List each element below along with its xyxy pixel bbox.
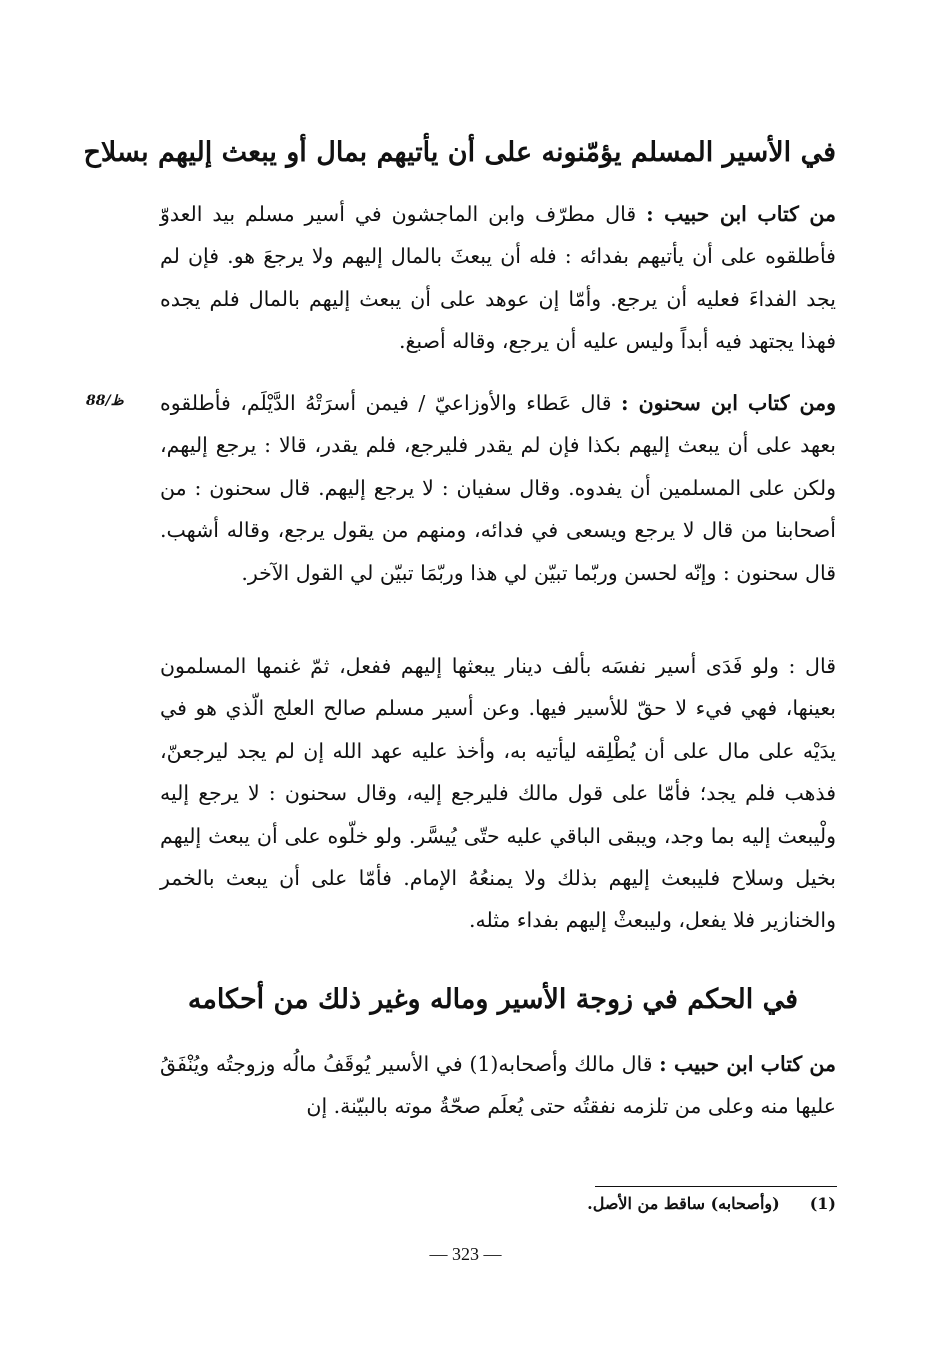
paragraph-ibn-habib-1 — [160, 193, 836, 363]
paragraph-text: قال مالك وأصحابه(1) في الأسير يُوقَفُ مالُه وزوجتُه ويُنْفَقُ عليها منه وعلى من تلزمه نفقتُه حتى يُعلَم صحّةُ موته بالبيّنة. إن — [160, 1052, 836, 1119]
folio-margin-note: ظ/88 — [86, 393, 124, 409]
paragraph-text: قال مطرّف وابن الماجشون في أسير مسلم بيد العدوّ فأطلقوه على أن يأتيهم بفدائه : فله أن يبعثَ بالمال إليهم ولا يرجعَ هو. فإن لم يجد الفداءَ فعليه أن يرجع. وأمّا إن عوهد على أن يبعث إليهم بالمال فلم يجده فهذا يجتهد فيه أبداً وليس عليه أن يرجع، وقاله أصبغ. — [160, 202, 836, 354]
section-heading-captive-wife: في الحكم في زوجة الأسير وماله وغير ذلك من أحكامه — [187, 984, 799, 1015]
paragraph-ransom — [160, 645, 836, 942]
section-heading-captive-weapons: في الأسير المسلم يؤمّنونه على أن يأتيهم بمال أو يبعث إليهم بسلاح — [83, 137, 836, 168]
paragraph-ibn-sahnun — [160, 382, 836, 594]
source-label: ومن كتاب ابن سحنون : — [620, 391, 836, 415]
paragraph-text: قال : ولو فَدَى أسير نفسَه بألف دينار يبعثها إليهم ففعل، ثمّ غنمها المسلمون بعينها، فهي فيء لا حقّ للأسير فيها. وعن أسير مسلم صالح العلج الّذي هو في يدَيْه على مال على أن يُطْلِقه ليأتيه به، وأخذ عليه عهد الله إن لم يجد ليرجعنّ، فذهب فلم يجد؛ فأمّا على قول مالك فليرجع إليه، وقال سحنون : لا يرجع إليه ولْيبعث إليه بما وجد، ويبقى الباقي عليه حتّى يُيسَّر. ولو خلّوه على أن يبعث إليهم بخيل وسلاح فليبعث إليهم بذلك ولا يمنعُهُ الإمام. فأمّا على أن يبعث بالخمر والخنازير فلا يفعل، وليبعثْ إليهم بفداء مثله. — [160, 654, 836, 933]
source-label: من كتاب ابن حبيب : — [659, 1052, 836, 1076]
paragraph-text: قال عَطاء والأوزاعيّ / فيمن أسرَتْهُ الدَّيْلَم، فأطلقوه بعهد على أن يبعث إليهم بكذا فإن لم يقدر فليرجع، فلم يقدر، قالا : يرجع إليهم، ولكن على المسلمين أن يفدوه. وقال سفيان : لا يرجع إليهم. قال سحنون : من أصحابنا من قال لا يرجع ويسعى في فدائه، ومنهم من يقول يرجع، وقاله أشهب. قال سحنون : وإنّه لحسن وربّما تبيّن لي هذا وربّمَا تبيّن لي القول الآخر. — [160, 391, 836, 585]
footnote — [587, 1194, 836, 1213]
source-label: من كتاب ابن حبيب : — [646, 202, 836, 226]
page-number: — 323 — — [429, 1244, 502, 1264]
footnote-divider — [595, 1186, 837, 1187]
footnote-text: (وأصحابه) ساقط من الأصل. — [587, 1194, 780, 1213]
paragraph-ibn-habib-2 — [160, 1043, 836, 1128]
footnote-number: (1) — [809, 1194, 836, 1213]
